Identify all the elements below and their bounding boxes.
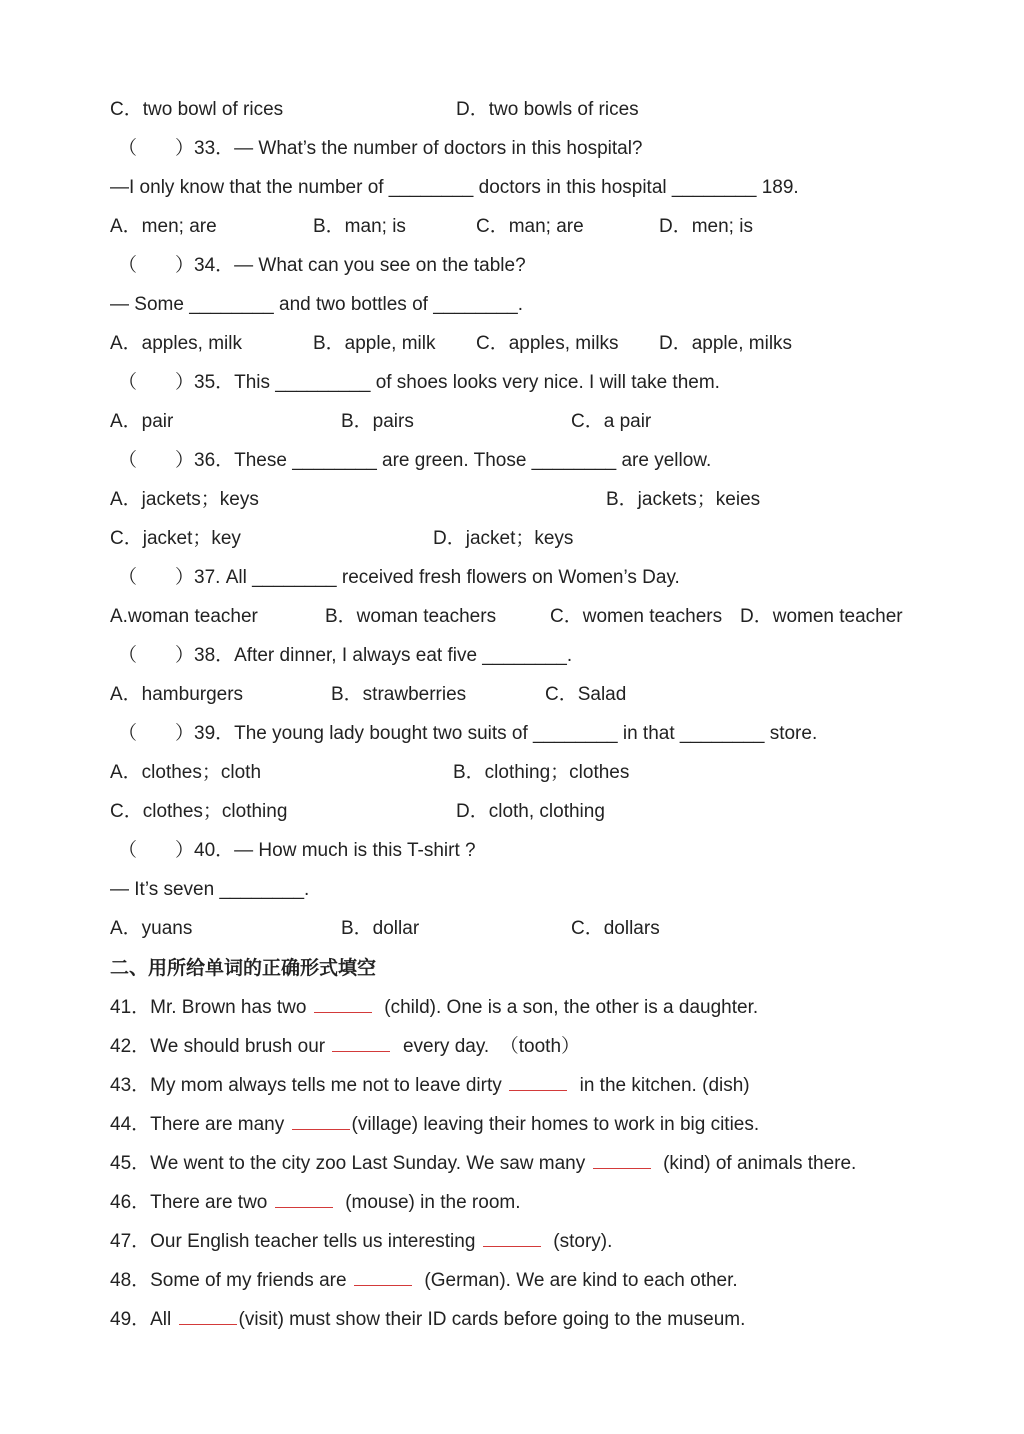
option-d: D．women teacher (740, 606, 903, 627)
item-text: 48．Some of my friends are (110, 1270, 347, 1291)
item-text: 49．All (110, 1309, 172, 1330)
item-text: 44．There are many (110, 1114, 285, 1135)
question-stem: （ ）36．These ________ are green. Those ________ are yellow. (118, 450, 712, 471)
option-b: B．strawberries (331, 684, 467, 705)
option-b: B．pairs (341, 411, 414, 432)
option-a: A．clothes；cloth (110, 762, 262, 783)
option-c: C．a pair (571, 411, 652, 432)
answer-blank[interactable] (509, 1070, 567, 1091)
option-a: A．jackets；keys (110, 489, 259, 510)
option-a: A.woman teacher (110, 606, 258, 627)
reply-text: —I only know that the number of ________ doctors in this hospital ________ 189. (110, 177, 799, 198)
reply-text: — It’s seven ________. (110, 879, 310, 900)
item-text: 47．Our English teacher tells us interesting (110, 1231, 476, 1252)
option-c: C．dollars (571, 918, 660, 939)
option-b: B．dollar (341, 918, 420, 939)
reply-text: — Some ________ and two bottles of ________. (110, 294, 524, 315)
answer-blank[interactable] (483, 1226, 541, 1247)
option-d: D．apple, milks (659, 333, 793, 354)
answer-blank[interactable] (593, 1148, 651, 1169)
option-c: C．clothes；clothing (110, 801, 288, 822)
item-hint: in the kitchen. (dish) (579, 1075, 750, 1096)
option-a: A．hamburgers (110, 684, 244, 705)
option-a: A．apples, milk (110, 333, 242, 354)
question-stem: （ ）35．This _________ of shoes looks very nice. I will take them. (118, 372, 720, 393)
answer-blank[interactable] (292, 1109, 350, 1130)
option-b: B．woman teachers (325, 606, 497, 627)
answer-blank[interactable] (179, 1304, 237, 1325)
option-c: C．jacket；key (110, 528, 241, 549)
option-b: B．apple, milk (313, 333, 436, 354)
answer-blank[interactable] (275, 1187, 333, 1208)
item-hint: (mouse) in the room. (345, 1192, 521, 1213)
option-a: A．pair (110, 411, 174, 432)
item-hint: (village) leaving their homes to work in big cities. (351, 1114, 760, 1135)
answer-blank[interactable] (314, 992, 372, 1013)
item-hint: (story). (553, 1231, 613, 1252)
option-b: B．jackets；keies (606, 489, 761, 510)
option-c: C．two bowl of rices (110, 99, 284, 120)
answer-blank[interactable] (332, 1031, 390, 1052)
question-stem: （ ）38．After dinner, I always eat five ________. (118, 645, 573, 666)
option-c: C．Salad (545, 684, 627, 705)
question-stem: （ ）37. All ________ received fresh flowers on Women’s Day. (118, 567, 680, 588)
item-text: 46．There are two (110, 1192, 268, 1213)
item-text: 42．We should brush our (110, 1036, 326, 1057)
option-d: D．men; is (659, 216, 753, 237)
option-b: B．man; is (313, 216, 406, 237)
option-c: C．women teachers (550, 606, 723, 627)
item-hint: (visit) must show their ID cards before going to the museum. (238, 1309, 746, 1330)
question-stem: （ ）39．The young lady bought two suits of ________ in that ________ store. (118, 723, 818, 744)
option-a: A．yuans (110, 918, 193, 939)
option-d: D．cloth, clothing (456, 801, 605, 822)
item-hint: (German). We are kind to each other. (424, 1270, 738, 1291)
item-hint: (kind) of animals there. (663, 1153, 857, 1174)
question-stem: （ ）40．— How much is this T-shirt ? (118, 840, 476, 861)
item-text: 43．My mom always tells me not to leave dirty (110, 1075, 502, 1096)
option-a: A．men; are (110, 216, 217, 237)
option-d: D．two bowls of rices (456, 99, 639, 120)
option-d: D．jacket；keys (433, 528, 574, 549)
section-title: 二、用所给单词的正确形式填空 (110, 957, 377, 979)
item-text: 45．We went to the city zoo Last Sunday. We saw many (110, 1153, 586, 1174)
question-stem: （ ）33．— What’s the number of doctors in this hospital? (118, 138, 643, 159)
item-hint: every day. （tooth） (402, 1036, 581, 1057)
option-b: B．clothing；clothes (453, 762, 630, 783)
question-stem: （ ）34．— What can you see on the table? (118, 255, 526, 276)
option-c: C．apples, milks (476, 333, 619, 354)
answer-blank[interactable] (354, 1265, 412, 1286)
item-hint: (child). One is a son, the other is a daughter. (384, 997, 759, 1018)
item-text: 41．Mr. Brown has two (110, 997, 307, 1018)
option-c: C．man; are (476, 216, 584, 237)
